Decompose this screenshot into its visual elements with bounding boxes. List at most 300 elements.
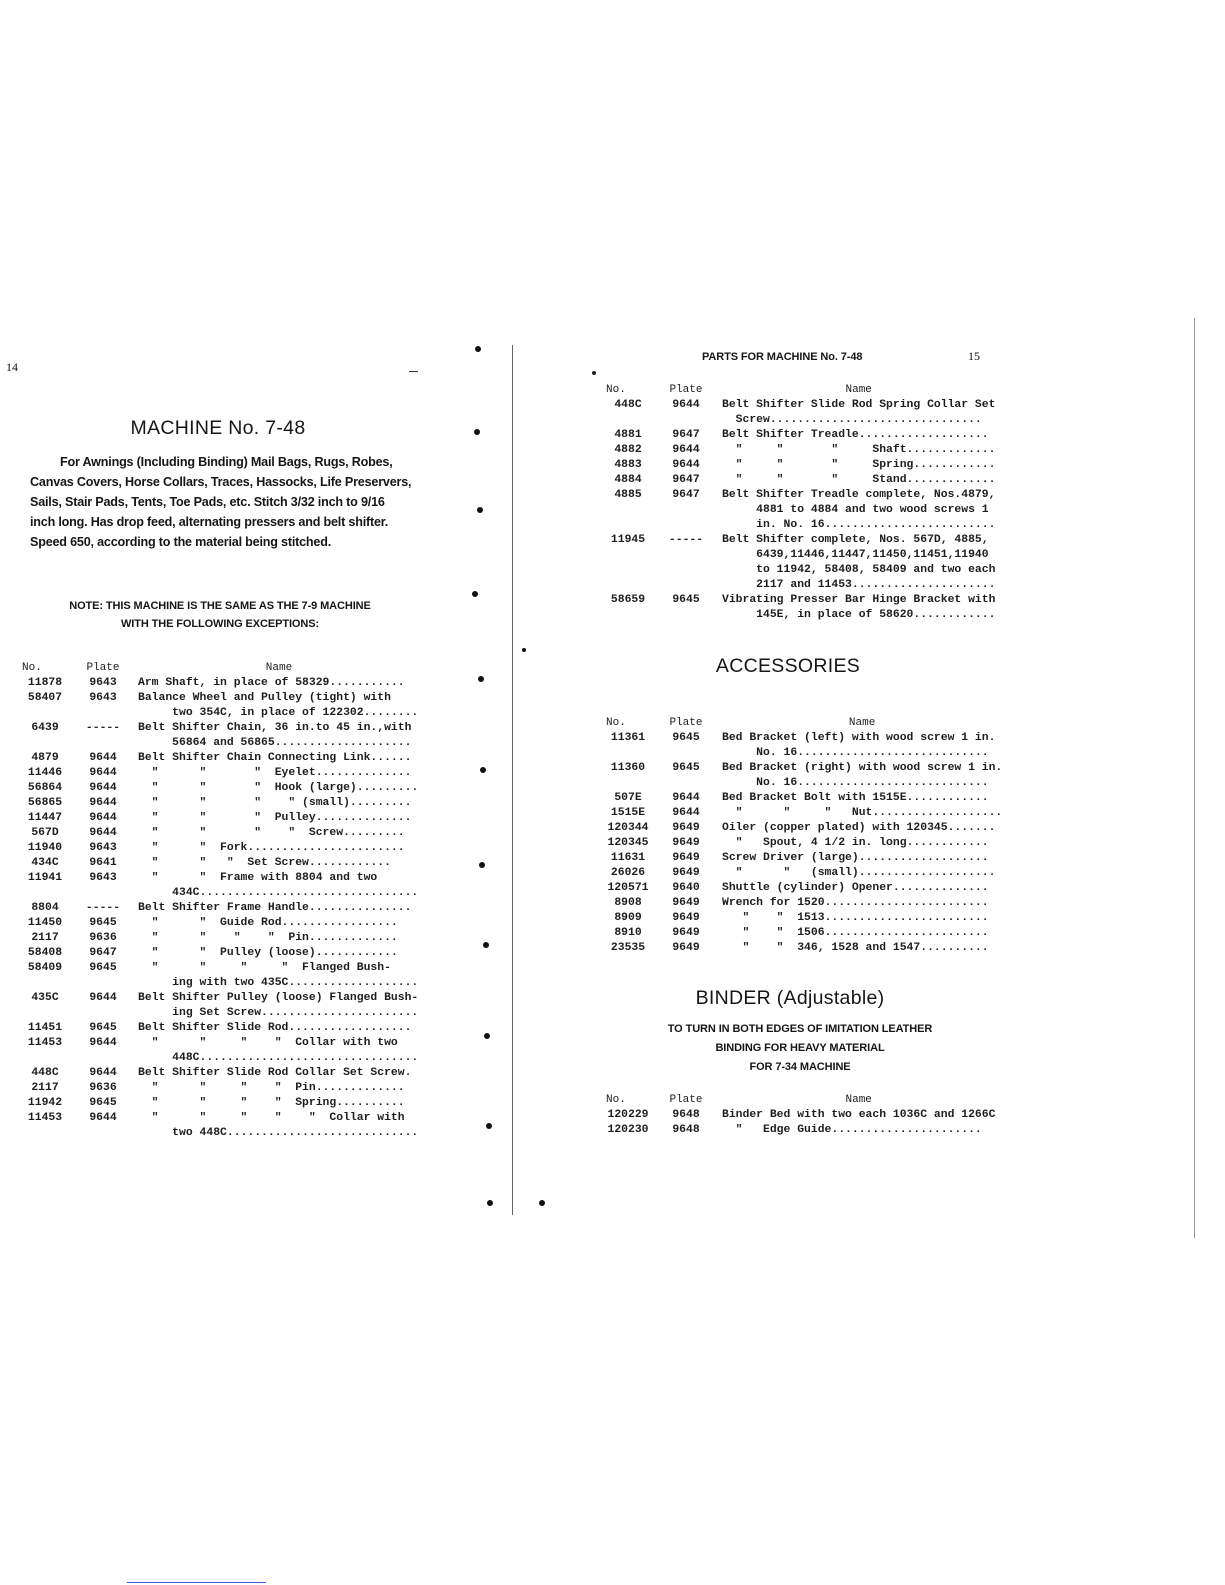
plate-number: 9644: [672, 459, 700, 471]
plate-number: 9644: [89, 1112, 117, 1124]
table-header-row: [606, 1093, 995, 1108]
table-row: [606, 941, 1002, 956]
note-line: WITH THE FOLLOWING EXCEPTIONS:: [120, 618, 320, 630]
plate-number: [650, 608, 722, 623]
part-name: " " " Pulley..............: [138, 812, 412, 824]
intro-line: Canvas Covers, Horse Collars, Traces, Hassocks, Life Preservers,: [30, 475, 412, 489]
header-no: No.: [22, 662, 42, 674]
plate-number: [68, 1126, 138, 1141]
table-row: [22, 961, 420, 976]
part-name: two 448C............................: [138, 1127, 419, 1139]
plate-number: [650, 776, 722, 791]
table-row: [606, 428, 995, 443]
part-name: Belt Shifter Treadle...................: [722, 429, 989, 441]
table-row: [22, 1111, 420, 1126]
plate-number: 9649: [672, 837, 700, 849]
part-number: [606, 518, 650, 533]
part-number: 434C: [31, 857, 59, 869]
plate-number: 9647: [672, 474, 700, 486]
table-row: [606, 866, 1002, 881]
table-row: [606, 563, 995, 578]
binding-hole: [474, 429, 480, 435]
part-name: " " " Spring............: [722, 459, 996, 471]
part-number: 120345: [607, 837, 649, 849]
plate-number: 9644: [89, 797, 117, 809]
part-name: Screw Driver (large)...................: [722, 852, 989, 864]
part-name: Balance Wheel and Pulley (tight) with: [138, 692, 391, 704]
part-name: " " " Hook (large).........: [138, 782, 419, 794]
table-row: [606, 578, 995, 593]
part-name: to 11942, 58408, 58409 and two each: [722, 564, 996, 576]
plate-number: 9649: [672, 867, 700, 879]
table-row: [606, 746, 1002, 761]
part-number: 4882: [614, 444, 642, 456]
table-row: [22, 1036, 420, 1051]
part-number: 58408: [27, 947, 63, 959]
header-name: Name: [848, 717, 876, 729]
table-row: [22, 706, 420, 721]
part-name: 6439,11446,11447,11450,11451,11940: [722, 549, 989, 561]
part-number: 8909: [614, 912, 642, 924]
note-line: NOTE: THIS MACHINE IS THE SAME AS THE 7-9 MACHINE: [69, 600, 371, 612]
table-row: [606, 593, 995, 608]
part-name: " " " " (small).........: [138, 797, 412, 809]
table-row: [606, 458, 995, 473]
plate-number: 9647: [672, 429, 700, 441]
plate-number: 9643: [89, 677, 117, 689]
table-row: [22, 781, 420, 796]
part-name: Shuttle (cylinder) Opener..............: [722, 882, 989, 894]
table-header-row: [606, 716, 1002, 731]
part-name: " " 346, 1528 and 1547..........: [722, 942, 989, 954]
page-edge: [1194, 318, 1195, 1238]
part-number: [606, 413, 650, 428]
plate-number: -----: [668, 534, 704, 546]
plate-number: [68, 706, 138, 721]
part-name: Bed Bracket (left) with wood screw 1 in.: [722, 732, 996, 744]
part-name: 145E, in place of 58620............: [722, 609, 996, 621]
machine-title: MACHINE No. 7-48: [130, 417, 306, 439]
part-name: " " " " Spring..........: [138, 1097, 405, 1109]
table-row: [606, 896, 1002, 911]
plate-number: [650, 548, 722, 563]
part-name: Belt Shifter Chain, 36 in.to 45 in.,with: [138, 722, 412, 734]
part-name: " " " " Pin.............: [138, 932, 398, 944]
binding-hole: [522, 648, 526, 652]
part-number: 507E: [614, 792, 642, 804]
plate-number: [650, 503, 722, 518]
part-name: " " " Eyelet..............: [138, 767, 412, 779]
plate-number: 9648: [672, 1124, 700, 1136]
binder-subtitle: [620, 1023, 980, 1073]
part-number: 11451: [27, 1022, 63, 1034]
plate-number: 9644: [672, 807, 700, 819]
table-row: [606, 488, 995, 503]
table-row: [22, 991, 420, 1006]
part-number: 11945: [610, 534, 646, 546]
table-row: [606, 413, 995, 428]
table-row: [22, 826, 420, 841]
header-no: No.: [606, 384, 626, 396]
table-row: [22, 886, 420, 901]
part-number: 435C: [31, 992, 59, 1004]
part-number: 11447: [27, 812, 63, 824]
part-name: " " Guide Rod.................: [138, 917, 398, 929]
plate-number: 9645: [89, 1022, 117, 1034]
part-name: " Spout, 4 1/2 in. long............: [722, 837, 989, 849]
part-name: 2117 and 11453.....................: [722, 579, 996, 591]
part-name: " " " Set Screw............: [138, 857, 391, 869]
table-row: [606, 821, 1002, 836]
part-number: 448C: [31, 1067, 59, 1079]
mark-dot: [592, 371, 596, 375]
part-name: " " " " " Collar with: [138, 1112, 405, 1124]
part-number: 11360: [610, 762, 646, 774]
table-row: [22, 766, 420, 781]
header-no: No.: [606, 717, 626, 729]
left-page-number: 14: [6, 360, 18, 374]
table-row: [22, 916, 420, 931]
binding-hole: [475, 346, 481, 352]
part-number: 11446: [27, 767, 63, 779]
part-name: Belt Shifter Pulley (loose) Flanged Bush-: [138, 992, 419, 1004]
part-name: Screw...............................: [722, 414, 982, 426]
table-row: [606, 911, 1002, 926]
part-number: 4883: [614, 459, 642, 471]
plate-number: [650, 413, 722, 428]
plate-number: -----: [85, 902, 121, 914]
part-name: Belt Shifter Treadle complete, Nos.4879,: [722, 489, 996, 501]
plate-number: 9649: [672, 912, 700, 924]
table-row: [606, 836, 1002, 851]
table-row: [606, 503, 995, 518]
table-row: [606, 851, 1002, 866]
table-row: [22, 1066, 420, 1081]
binding-hole: [539, 1200, 545, 1206]
header-name: Name: [845, 384, 872, 396]
binding-hole: [472, 591, 478, 597]
plate-number: [68, 886, 138, 901]
table-row: [606, 608, 995, 623]
table-row: [22, 811, 420, 826]
part-name: Belt Shifter complete, Nos. 567D, 4885,: [722, 534, 989, 546]
table-row: [606, 881, 1002, 896]
part-name: " " Frame with 8804 and two: [138, 872, 378, 884]
part-number: 120229: [607, 1109, 649, 1121]
binding-hole: [484, 1033, 490, 1039]
plate-number: 9645: [89, 1097, 117, 1109]
part-number: 120344: [607, 822, 649, 834]
accessories-title: ACCESSORIES: [715, 655, 861, 677]
part-number: 8804: [31, 902, 59, 914]
part-name: ing Set Screw.......................: [138, 1007, 419, 1019]
table-header-row: [606, 383, 995, 398]
plate-number: 9647: [89, 947, 117, 959]
part-name: Binder Bed with two each 1036C and 1266C: [722, 1109, 996, 1121]
part-name: No. 16............................: [722, 747, 989, 759]
part-name: in. No. 16.........................: [722, 519, 996, 531]
part-name: " " " Shaft.............: [722, 444, 996, 456]
plate-number: 9636: [89, 932, 117, 944]
part-name: Belt Shifter Frame Handle...............: [138, 902, 412, 914]
header-plate: Plate: [669, 717, 703, 729]
plate-number: 9645: [89, 962, 117, 974]
part-number: [606, 776, 650, 791]
part-number: 2117: [31, 932, 59, 944]
plate-number: 9649: [672, 852, 700, 864]
table-row: [22, 1051, 420, 1066]
table-row: [22, 946, 420, 961]
plate-number: [650, 518, 722, 533]
binding-hole: [478, 676, 484, 682]
plate-number: 9643: [89, 842, 117, 854]
plate-number: 9649: [672, 942, 700, 954]
plate-number: 9645: [89, 917, 117, 929]
part-number: 58409: [27, 962, 63, 974]
part-number: 120571: [607, 882, 649, 894]
table-row: [606, 806, 1002, 821]
table-row: [22, 676, 420, 691]
table-row: [22, 1021, 420, 1036]
part-name: Arm Shaft, in place of 58329...........: [138, 677, 405, 689]
plate-number: 9644: [89, 827, 117, 839]
plate-number: 9644: [89, 752, 117, 764]
part-name: two 354C, in place of 122302........: [138, 707, 419, 719]
binder-subtitle-line: TO TURN IN BOTH EDGES OF IMITATION LEATHER: [667, 1023, 933, 1035]
part-number: 56865: [27, 797, 63, 809]
table-row: [22, 871, 420, 886]
part-name: 434C................................: [138, 887, 419, 899]
binding-hole: [479, 862, 485, 868]
table-row: [606, 731, 1002, 746]
part-number: 4879: [31, 752, 59, 764]
part-name: Wrench for 1520........................: [722, 897, 989, 909]
table-row: [22, 721, 420, 736]
table-row: [606, 548, 995, 563]
part-name: " " " " Screw.........: [138, 827, 405, 839]
part-number: [22, 736, 68, 751]
table-row: [606, 1108, 995, 1123]
part-number: [22, 886, 68, 901]
table-header-row: [22, 661, 420, 676]
table-row: [606, 926, 1002, 941]
part-name: 448C................................: [138, 1052, 419, 1064]
part-number: [606, 548, 650, 563]
part-name: " " " Stand.............: [722, 474, 996, 486]
binder-subtitle-line: FOR 7-34 MACHINE: [749, 1061, 851, 1073]
plate-number: 9644: [89, 992, 117, 1004]
part-number: 6439: [31, 722, 59, 734]
part-number: [22, 1126, 68, 1141]
table-row: [606, 533, 995, 548]
table-row: [606, 761, 1002, 776]
part-name: Belt Shifter Slide Rod..................: [138, 1022, 412, 1034]
part-name: Bed Bracket Bolt with 1515E............: [722, 792, 989, 804]
part-number: 23535: [610, 942, 646, 954]
part-number: 11453: [27, 1112, 63, 1124]
binding-hole: [486, 1123, 492, 1129]
plate-number: 9645: [672, 594, 700, 606]
part-number: [606, 746, 650, 761]
part-number: 8908: [614, 897, 642, 909]
part-number: 11453: [27, 1037, 63, 1049]
part-name: Bed Bracket (right) with wood screw 1 in.: [722, 762, 1003, 774]
header-name: Name: [265, 662, 293, 674]
table-row: [22, 841, 420, 856]
part-number: 4881: [614, 429, 642, 441]
plate-number: 9644: [89, 812, 117, 824]
part-number: 11361: [610, 732, 646, 744]
part-number: [22, 1006, 68, 1021]
plate-number: 9649: [672, 897, 700, 909]
part-number: 11450: [27, 917, 63, 929]
part-name: Belt Shifter Slide Rod Collar Set Screw.: [138, 1067, 412, 1079]
plate-number: 9649: [672, 822, 700, 834]
table-row: [22, 901, 420, 916]
accessories-table: [606, 716, 1002, 956]
part-name: 4881 to 4884 and two wood screws 1: [722, 504, 989, 516]
part-name: " " " " Flanged Bush-: [138, 962, 391, 974]
plate-number: [68, 736, 138, 751]
plate-number: 9645: [672, 762, 700, 774]
table-row: [606, 473, 995, 488]
binding-hole: [480, 767, 486, 773]
part-number: 56864: [27, 782, 63, 794]
part-name: " " Fork.......................: [138, 842, 405, 854]
part-number: 11940: [27, 842, 63, 854]
part-number: 11878: [27, 677, 63, 689]
part-number: [606, 563, 650, 578]
part-name: Oiler (copper plated) with 120345.......: [722, 822, 996, 834]
part-number: 448C: [614, 399, 642, 411]
plate-number: 9643: [89, 692, 117, 704]
intro-line: inch long. Has drop feed, alternating pressers and belt shifter.: [30, 515, 389, 529]
header-plate: Plate: [669, 384, 703, 396]
part-number: 26026: [610, 867, 646, 879]
plate-number: 9644: [672, 792, 700, 804]
plate-number: [68, 1051, 138, 1066]
part-number: 58407: [27, 692, 63, 704]
header-no: No.: [606, 1094, 626, 1106]
binding-hole: [477, 507, 483, 513]
table-row: [22, 691, 420, 706]
plate-number: [650, 578, 722, 593]
part-name: No. 16............................: [722, 777, 989, 789]
binding-hole: [483, 942, 489, 948]
table-row: [606, 443, 995, 458]
plate-number: -----: [85, 722, 121, 734]
plate-number: 9643: [89, 872, 117, 884]
part-name: Belt Shifter Slide Rod Spring Collar Set: [722, 399, 996, 411]
intro-line: Sails, Stair Pads, Tents, Toe Pads, etc. Stitch 3/32 inch to 9/16: [30, 495, 385, 509]
plate-number: [68, 976, 138, 991]
plate-number: 9647: [672, 489, 700, 501]
plate-number: 9649: [672, 927, 700, 939]
table-row: [22, 1006, 420, 1021]
right-page-number: 15: [968, 349, 980, 363]
plate-number: 9644: [89, 782, 117, 794]
table-row: [606, 791, 1002, 806]
part-number: [22, 1051, 68, 1066]
part-number: 4884: [614, 474, 642, 486]
table-row: [22, 796, 420, 811]
binding-hole: [487, 1200, 493, 1206]
plate-number: [650, 746, 722, 761]
page-fold: [512, 345, 513, 1215]
part-number: [22, 976, 68, 991]
bottom-link-underline: [127, 1582, 266, 1583]
part-number: 11941: [27, 872, 63, 884]
part-name: " " " Nut...................: [722, 807, 1003, 819]
plate-number: [68, 1006, 138, 1021]
intro-line: Speed 650, according to the material being stitched.: [30, 535, 332, 549]
part-number: [606, 578, 650, 593]
part-name: " " Pulley (loose)............: [138, 947, 398, 959]
part-name: Vibrating Presser Bar Hinge Bracket with: [722, 594, 996, 606]
table-row: [606, 518, 995, 533]
plate-number: [650, 563, 722, 578]
part-name: " " 1513........................: [722, 912, 989, 924]
part-number: 120230: [607, 1124, 649, 1136]
table-row: [22, 856, 420, 871]
plate-number: 9644: [89, 1067, 117, 1079]
part-number: 11631: [610, 852, 646, 864]
mark-dash: [409, 371, 418, 372]
running-head: PARTS FOR MACHINE No. 7-48: [702, 351, 863, 363]
part-number: 4885: [614, 489, 642, 501]
header-plate: Plate: [86, 662, 120, 674]
table-row: [22, 751, 420, 766]
part-number: 8910: [614, 927, 642, 939]
part-number: 11942: [27, 1097, 63, 1109]
plate-number: 9644: [89, 767, 117, 779]
intro-paragraph: [30, 452, 425, 552]
note-block: [40, 600, 400, 630]
plate-number: 9640: [672, 882, 700, 894]
part-number: 567D: [31, 827, 59, 839]
part-number: [22, 706, 68, 721]
part-number: 1515E: [610, 807, 646, 819]
plate-number: 9644: [672, 399, 700, 411]
binder-title: BINDER (Adjustable): [695, 987, 885, 1009]
plate-number: 9641: [89, 857, 117, 869]
part-name: " " (small)....................: [722, 867, 996, 879]
part-name: " " " " Collar with two: [138, 1037, 398, 1049]
part-name: Belt Shifter Chain Connecting Link......: [138, 752, 412, 764]
table-row: [22, 1096, 420, 1111]
part-name: " " 1506........................: [722, 927, 989, 939]
binder-subtitle-line: BINDING FOR HEAVY MATERIAL: [715, 1042, 885, 1054]
part-number: 2117: [31, 1082, 59, 1094]
left-parts-table: [22, 661, 420, 1141]
plate-number: 9645: [672, 732, 700, 744]
plate-number: 9644: [672, 444, 700, 456]
header-name: Name: [845, 1094, 872, 1106]
part-name: " Edge Guide......................: [722, 1124, 982, 1136]
table-row: [22, 976, 420, 991]
plate-number: 9648: [672, 1109, 700, 1121]
table-row: [22, 736, 420, 751]
table-row: [606, 1123, 995, 1138]
right-parts-table: [606, 383, 995, 623]
part-name: 56864 and 56865....................: [138, 737, 412, 749]
table-row: [22, 1126, 420, 1141]
intro-line: For Awnings (Including Binding) Mail Bags, Rugs, Robes,: [60, 455, 393, 469]
header-plate: Plate: [669, 1094, 703, 1106]
table-row: [606, 776, 1002, 791]
part-number: 58659: [610, 594, 646, 606]
part-name: " " " " Pin.............: [138, 1082, 405, 1094]
